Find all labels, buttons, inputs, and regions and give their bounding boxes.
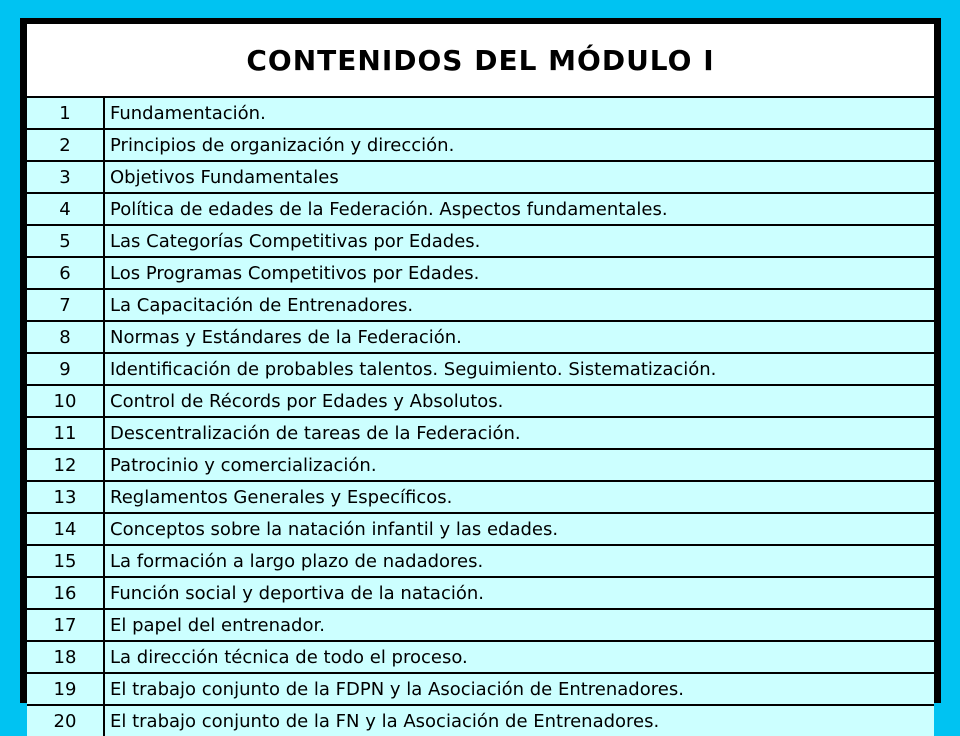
title-row bbox=[27, 24, 934, 98]
table-row bbox=[27, 482, 934, 514]
row-number: 4 bbox=[27, 194, 105, 224]
table-row bbox=[27, 226, 934, 258]
table-row bbox=[27, 418, 934, 450]
table-row bbox=[27, 578, 934, 610]
row-number: 11 bbox=[27, 418, 105, 448]
row-text: Identificación de probables talentos. Seguimiento. Sistematización. bbox=[110, 358, 717, 380]
row-number: 6 bbox=[27, 258, 105, 288]
row-number: 14 bbox=[27, 514, 105, 544]
row-text: La Capacitación de Entrenadores. bbox=[110, 294, 414, 316]
table-row bbox=[27, 674, 934, 706]
table-row bbox=[27, 610, 934, 642]
row-text: Normas y Estándares de la Federación. bbox=[110, 326, 462, 348]
table-row bbox=[27, 450, 934, 482]
table-row bbox=[27, 642, 934, 674]
table-row bbox=[27, 514, 934, 546]
table-row bbox=[27, 354, 934, 386]
row-number: 17 bbox=[27, 610, 105, 640]
row-number: 9 bbox=[27, 354, 105, 384]
row-number: 7 bbox=[27, 290, 105, 320]
row-text: Descentralización de tareas de la Federación. bbox=[110, 422, 521, 444]
row-number: 8 bbox=[27, 322, 105, 352]
row-number: 15 bbox=[27, 546, 105, 576]
table-row bbox=[27, 290, 934, 322]
row-text: La dirección técnica de todo el proceso. bbox=[110, 646, 468, 668]
row-number: 16 bbox=[27, 578, 105, 608]
row-number: 12 bbox=[27, 450, 105, 480]
row-number: 2 bbox=[27, 130, 105, 160]
table-row bbox=[27, 546, 934, 578]
row-text: Conceptos sobre la natación infantil y las edades. bbox=[110, 518, 559, 540]
row-text: El trabajo conjunto de la FDPN y la Asociación de Entrenadores. bbox=[110, 678, 684, 700]
row-number: 10 bbox=[27, 386, 105, 416]
row-number: 5 bbox=[27, 226, 105, 256]
table-row bbox=[27, 322, 934, 354]
row-text: Las Categorías Competitivas por Edades. bbox=[110, 230, 481, 252]
table-row bbox=[27, 162, 934, 194]
table-row bbox=[27, 386, 934, 418]
row-text: Función social y deportiva de la natación. bbox=[110, 582, 484, 604]
table-row bbox=[27, 130, 934, 162]
row-text: Principios de organización y dirección. bbox=[110, 134, 455, 156]
table-row bbox=[27, 258, 934, 290]
contents-table bbox=[26, 23, 935, 732]
page-title: CONTENIDOS DEL MÓDULO I bbox=[246, 43, 715, 77]
row-number: 13 bbox=[27, 482, 105, 512]
row-text: Control de Récords por Edades y Absolutos. bbox=[110, 390, 504, 412]
row-number: 18 bbox=[27, 642, 105, 672]
table-row bbox=[27, 706, 934, 736]
row-text: Patrocinio y comercialización. bbox=[110, 454, 377, 476]
row-text: Política de edades de la Federación. Aspectos fundamentales. bbox=[110, 198, 668, 220]
row-text: El trabajo conjunto de la FN y la Asociación de Entrenadores. bbox=[110, 710, 660, 732]
row-number: 19 bbox=[27, 674, 105, 704]
row-text: La formación a largo plazo de nadadores. bbox=[110, 550, 484, 572]
row-text: Fundamentación. bbox=[110, 102, 266, 124]
row-text: Los Programas Competitivos por Edades. bbox=[110, 262, 480, 284]
table-frame bbox=[20, 18, 941, 732]
row-text: El papel del entrenador. bbox=[110, 614, 325, 636]
row-text: Reglamentos Generales y Específicos. bbox=[110, 486, 453, 508]
table-row bbox=[27, 98, 934, 130]
row-number: 20 bbox=[27, 706, 105, 736]
table-rows bbox=[27, 98, 934, 736]
row-number: 1 bbox=[27, 98, 105, 128]
table-row bbox=[27, 194, 934, 226]
row-number: 3 bbox=[27, 162, 105, 192]
row-text: Objetivos Fundamentales bbox=[110, 166, 339, 188]
